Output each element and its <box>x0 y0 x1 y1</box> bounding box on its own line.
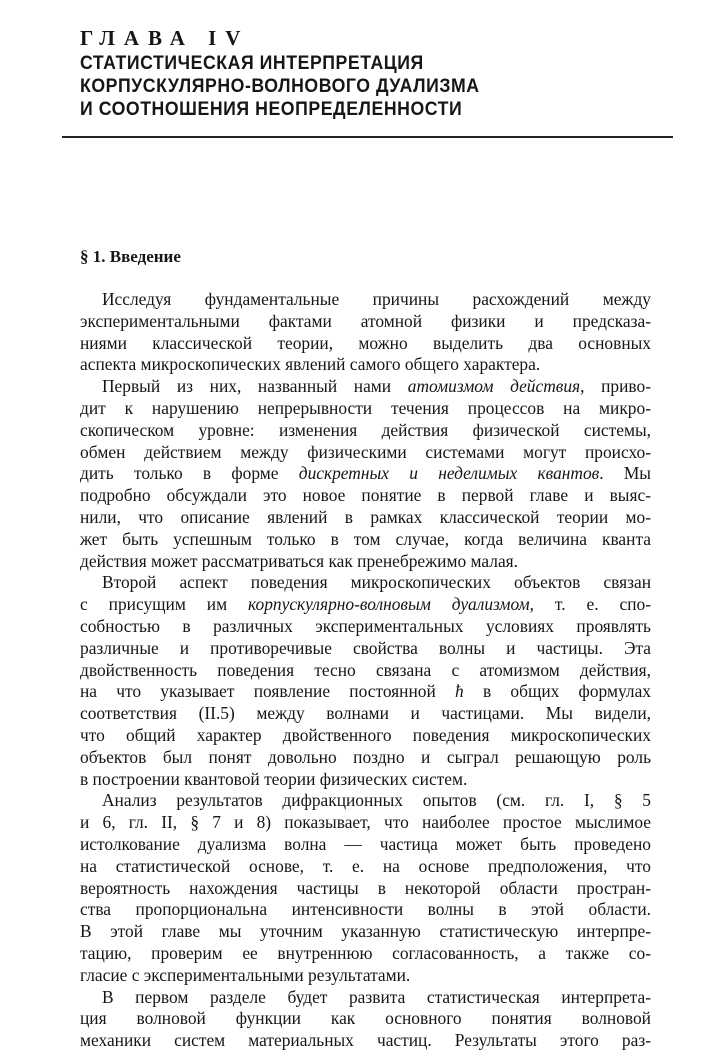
text-segment: ства пропорциональна интенсивности волны в этой области. <box>80 899 651 920</box>
chapter-number: ГЛАВА IV <box>80 26 250 50</box>
text-segment: нили, что описание явлений в рамках классической теории мо- <box>80 506 651 527</box>
text-segment: дит к нарушению непрерывности течения процессов на микро- <box>80 397 651 418</box>
text-segment: с присущим им <box>80 594 249 615</box>
text-segment: В первом разделе будет развита статистическая интерпрета- <box>102 986 651 1007</box>
text-line <box>80 943 651 965</box>
text-line <box>80 878 651 900</box>
text-segment: механики систем материальных частиц. Результаты этого раз- <box>80 1030 651 1051</box>
text-segment: что общий характер двойственного поведения микроскопических <box>80 724 651 745</box>
text-line <box>80 638 651 660</box>
text-line <box>80 1030 651 1052</box>
text-line <box>80 354 651 376</box>
text-segment: собностью в различных экспериментальных условиях проявлять <box>80 615 651 636</box>
text-segment: , приво- <box>580 376 651 397</box>
text-line <box>80 987 651 1009</box>
text-line <box>80 616 651 638</box>
text-line <box>80 834 651 856</box>
text-segment: ниями классической теории, можно выделить два основных <box>80 332 651 353</box>
text-segment: скопическом уровне: изменения действия физической системы, <box>80 419 651 440</box>
text-line <box>80 507 651 529</box>
text-segment: обмен действием между физическими системами могут происхо- <box>80 441 651 462</box>
text-segment: В этой главе мы уточним указанную статистическую интерпре- <box>80 921 651 942</box>
emphasis-text: дискретных и неделимых квантов <box>298 463 600 484</box>
text-segment: тацию, проверим ее внутреннюю согласованность, а также со- <box>80 942 651 963</box>
text-segment: в общих формулах <box>463 681 651 702</box>
text-segment: соответствия (II.5) между волнами и частицами. Мы видели, <box>80 703 651 724</box>
emphasis-text: корпускулярно-волновым дуализмом <box>248 594 530 615</box>
text-line <box>80 442 651 464</box>
text-segment: гласие с экспериментальными результатами. <box>80 964 411 985</box>
text-line <box>80 769 651 791</box>
text-segment: Второй аспект поведения микроскопических объектов связан <box>102 572 651 593</box>
text-line <box>80 681 651 703</box>
text-segment: и 6, гл. II, § 7 и 8) показывает, что наиболее простое мыслимое <box>80 812 651 833</box>
section-title: § 1. Введение <box>80 247 181 266</box>
text-segment: объектов был понят довольно поздно и сыграл решающую роль <box>80 746 651 767</box>
text-line <box>80 420 651 442</box>
text-line <box>80 812 651 834</box>
text-line <box>80 398 651 420</box>
text-line <box>80 921 651 943</box>
chapter-title-line: СТАТИСТИЧЕСКАЯ ИНТЕРПРЕТАЦИЯ <box>80 53 424 74</box>
text-segment: , т. е. спо- <box>529 594 651 615</box>
body-text <box>80 289 651 1052</box>
chapter-title-line: КОРПУСКУЛЯРНО-ВОЛНОВОГО ДУАЛИЗМА <box>80 76 480 97</box>
chapter-heading <box>80 26 510 121</box>
text-segment: аспекта микроскопических явлений самого общего характера. <box>80 354 541 375</box>
text-segment: вероятность нахождения частицы в некоторой области простран- <box>80 877 651 898</box>
divider <box>62 136 673 138</box>
text-segment: Анализ результатов дифракционных опытов (см. гл. I, § 5 <box>102 790 651 811</box>
chapter-title-line: И СООТНОШЕНИЯ НЕОПРЕДЕЛЕННОСТИ <box>80 99 463 120</box>
text-line <box>80 747 651 769</box>
text-segment: ция волновой функции как основного понятия волновой <box>80 1008 651 1029</box>
text-segment: на статистической основе, т. е. на основе предположения, что <box>80 855 651 876</box>
text-segment: жет быть успешным только в том случае, когда величина кванта <box>80 528 651 549</box>
text-segment: различные и противоречивые свойства волны и частицы. Эта <box>80 637 651 658</box>
text-line <box>80 463 651 485</box>
emphasis-text: ħ <box>455 681 464 702</box>
text-line <box>80 703 651 725</box>
text-line <box>80 333 651 355</box>
text-line <box>80 899 651 921</box>
text-segment: Исследуя фундаментальные причины расхождений между <box>102 289 651 309</box>
text-line <box>80 790 651 812</box>
text-line <box>80 660 651 682</box>
chapter-title <box>80 52 510 121</box>
text-segment: действия может рассматриваться как пренебрежимо малая. <box>80 550 519 571</box>
text-segment: подробно обсуждали это новое понятие в первой главе и выяс- <box>80 485 651 506</box>
text-line <box>80 289 651 311</box>
text-line <box>80 725 651 747</box>
text-line <box>80 594 651 616</box>
text-line <box>80 856 651 878</box>
text-line <box>80 965 651 987</box>
text-line <box>80 311 651 333</box>
text-segment: . Мы <box>599 463 651 484</box>
text-line <box>80 529 651 551</box>
text-segment: в построении квантовой теории физических систем. <box>80 768 468 789</box>
text-segment: дить только в форме <box>80 463 299 484</box>
text-line <box>80 551 651 573</box>
text-segment: Первый из них, названный нами <box>102 376 408 397</box>
text-line <box>80 376 651 398</box>
text-segment: экспериментальными фактами атомной физики и предсказа- <box>80 310 651 331</box>
text-segment: истолкование дуализма волна — частица может быть проведено <box>80 833 651 854</box>
text-segment: двойственность поведения тесно связана с атомизмом действия, <box>80 659 651 680</box>
emphasis-text: атомизмом действия <box>407 376 581 397</box>
text-line <box>80 485 651 507</box>
text-segment: на что указывает появление постоянной <box>80 681 456 702</box>
text-line <box>80 572 651 594</box>
text-line <box>80 1008 651 1030</box>
